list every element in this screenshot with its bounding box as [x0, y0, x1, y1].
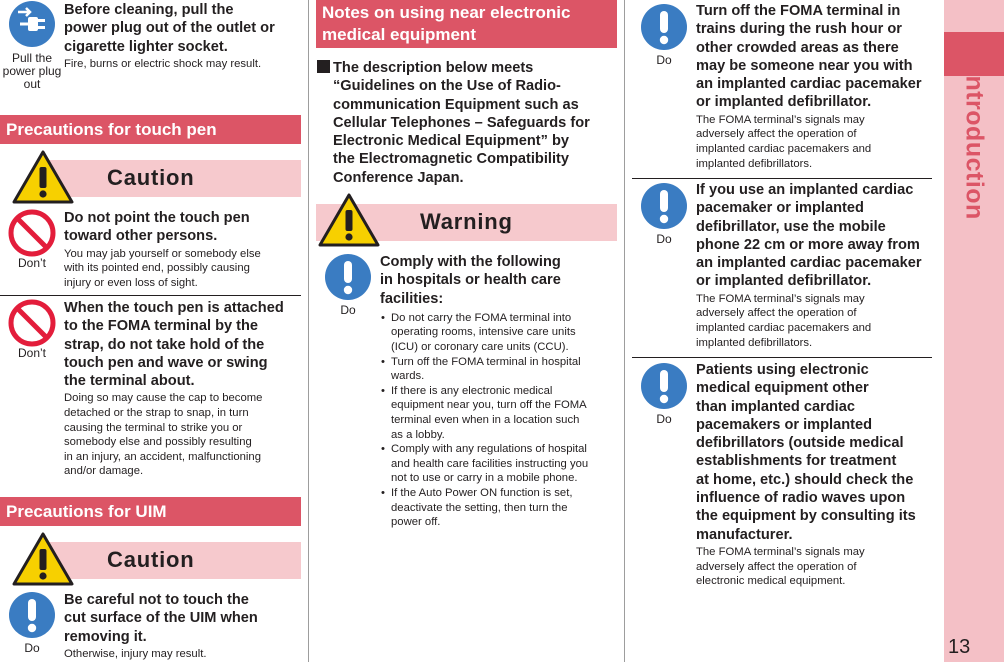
- warning-heading: Warning: [420, 209, 513, 234]
- hospital-rules-list: [380, 311, 618, 530]
- list-item: • If the Auto Power ON function is set, deactivate the setting, then turn the power off.: [380, 486, 618, 530]
- dont-entry-point-pen: [2, 208, 308, 294]
- unplug-entry: [2, 0, 308, 100]
- unplug-text: [64, 1, 275, 71]
- exclamation-icon: [323, 252, 373, 302]
- do-icon-box: [634, 361, 694, 426]
- unplug-icon-box: [2, 0, 62, 91]
- do-text: [696, 361, 942, 589]
- do-icon-label: Do: [656, 53, 672, 67]
- do-entry-medical-equipment: [634, 361, 944, 601]
- do-icon-box: [318, 252, 378, 317]
- entry-separator: [632, 178, 932, 179]
- do-detail: The FOMA terminal’s signals may adversely affect the operation of implanted cardiac pacemakers and implanted defibrillators.: [696, 292, 872, 349]
- do-icon-label: Do: [340, 303, 356, 317]
- prohibited-icon: [7, 298, 57, 348]
- chapter-title: Introduction: [960, 68, 989, 220]
- do-text: [696, 181, 942, 350]
- warning-triangle-icon: [12, 532, 74, 586]
- dont-entry-swing-pen: [2, 298, 308, 488]
- caution-heading: Caution: [107, 165, 195, 190]
- chapter-sidebar: [944, 0, 1004, 662]
- column-2: [308, 0, 624, 662]
- do-text: [696, 2, 942, 171]
- bullet-square-icon: [317, 60, 330, 73]
- entry-separator: [0, 295, 301, 296]
- exclamation-icon: [639, 2, 689, 52]
- guidelines-intro: The description below meets “Guidelines on the Use of Radio- communication Equipment such as Cellular Telephones – Safeguards for Electronic Medical Equipment” by the Electromagnetic Compatibility Conference Japan.: [317, 59, 617, 187]
- do-text: [64, 591, 258, 661]
- do-detail: Otherwise, injury may result.: [64, 647, 207, 660]
- do-entry-distance: [634, 181, 944, 353]
- caution-heading: Caution: [107, 547, 195, 572]
- dont-text: [64, 209, 261, 290]
- do-icon-box: [634, 2, 694, 67]
- do-heading: Patients using electronic medical equipment other than implanted cardiac pacemakers or implanted defibrillators (outside medical establishments for treatment at home, etc.) should check the influence of radio waves upon the equipment by consulting its manufacturer.: [696, 362, 916, 543]
- dont-icon-label: Don’t: [17, 256, 46, 270]
- do-entry-uim: [2, 590, 308, 662]
- do-heading: Turn off the FOMA terminal in trains during the rush hour or other crowded areas as there may be someone near you with an implanted cardiac pacemaker or implanted defibrillator.: [696, 3, 922, 111]
- uim-section-header: Precautions for UIM: [0, 497, 301, 526]
- do-icon-box: [2, 590, 62, 655]
- do-heading: If you use an implanted cardiac pacemaker or implanted defibrillator, use the mobile phone 22 cm or more away from an implanted cardiac pacemaker or implanted defibrillator.: [696, 182, 922, 290]
- do-detail: The FOMA terminal’s signals may adversely affect the operation of electronic medical equipment.: [696, 545, 865, 588]
- exclamation-icon: [639, 361, 689, 411]
- do-heading: Be careful not to touch the cut surface of the UIM when removing it.: [64, 592, 258, 645]
- exclamation-icon: [7, 590, 57, 640]
- medical-section-header: Notes on using near electronic medical equipment: [316, 0, 617, 48]
- dont-icon-label: Don’t: [17, 346, 46, 360]
- list-item: • If there is any electronic medical equipment near you, turn off the FOMA terminal even when in a location such as a lobby.: [380, 384, 618, 442]
- do-icon-box: [634, 181, 694, 246]
- dont-heading: When the touch pen is attached to the FOMA terminal by the strap, do not take hold of the touch pen and wave or swing the terminal about.: [64, 300, 284, 390]
- touch-pen-section-header: Precautions for touch pen: [0, 115, 301, 144]
- dont-text: [64, 299, 284, 479]
- warning-triangle-icon: [12, 150, 74, 204]
- list-item: • Do not carry the FOMA terminal into operating rooms, intensive care units (ICU) or coronary care units (CCU).: [380, 311, 618, 355]
- do-icon-label: Do: [656, 232, 672, 246]
- dont-detail: You may jab yourself or somebody else with its pointed end, possibly causing injury or even loss of sight.: [64, 247, 261, 289]
- unplug-icon-label: Pull the power plug out: [2, 51, 62, 91]
- unplug-detail: Fire, burns or electric shock may result.: [64, 57, 262, 70]
- list-item: • Turn off the FOMA terminal in hospital wards.: [380, 355, 618, 384]
- do-entry-trains: [634, 2, 944, 174]
- page-number: 13: [948, 636, 971, 658]
- dont-icon-box: [2, 298, 62, 360]
- do-icon-label: Do: [24, 641, 40, 655]
- dont-detail: Doing so may cause the cap to become detached or the strap to snap, in turn causing the terminal to strike you or somebody else and possibly resulting in an injury, an accident, malfunctioning and/or damage.: [64, 392, 263, 478]
- warning-triangle-icon: [318, 193, 380, 247]
- do-icon-label: Do: [656, 412, 672, 426]
- list-item: • Comply with any regulations of hospital and health care facilities instructing you not to use or carry in a mobile phone.: [380, 442, 618, 486]
- do-detail: The FOMA terminal’s signals may adversely affect the operation of implanted cardiac pacemakers and implanted defibrillators.: [696, 113, 872, 170]
- do-text: [380, 253, 618, 530]
- entry-separator: [632, 357, 932, 358]
- prohibited-icon: [7, 208, 57, 258]
- dont-heading: Do not point the touch pen toward other persons.: [64, 210, 250, 245]
- column-3: [624, 0, 944, 662]
- unplug-heading: Before cleaning, pull the power plug out of the outlet or cigarette lighter socket.: [64, 2, 275, 55]
- do-entry-hospitals: [318, 252, 618, 552]
- exclamation-icon: [639, 181, 689, 231]
- column-1: [0, 0, 308, 662]
- dont-icon-box: [2, 208, 62, 270]
- power-plug-icon: [8, 0, 56, 48]
- do-heading: Comply with the following in hospitals or health care facilities:: [380, 254, 561, 307]
